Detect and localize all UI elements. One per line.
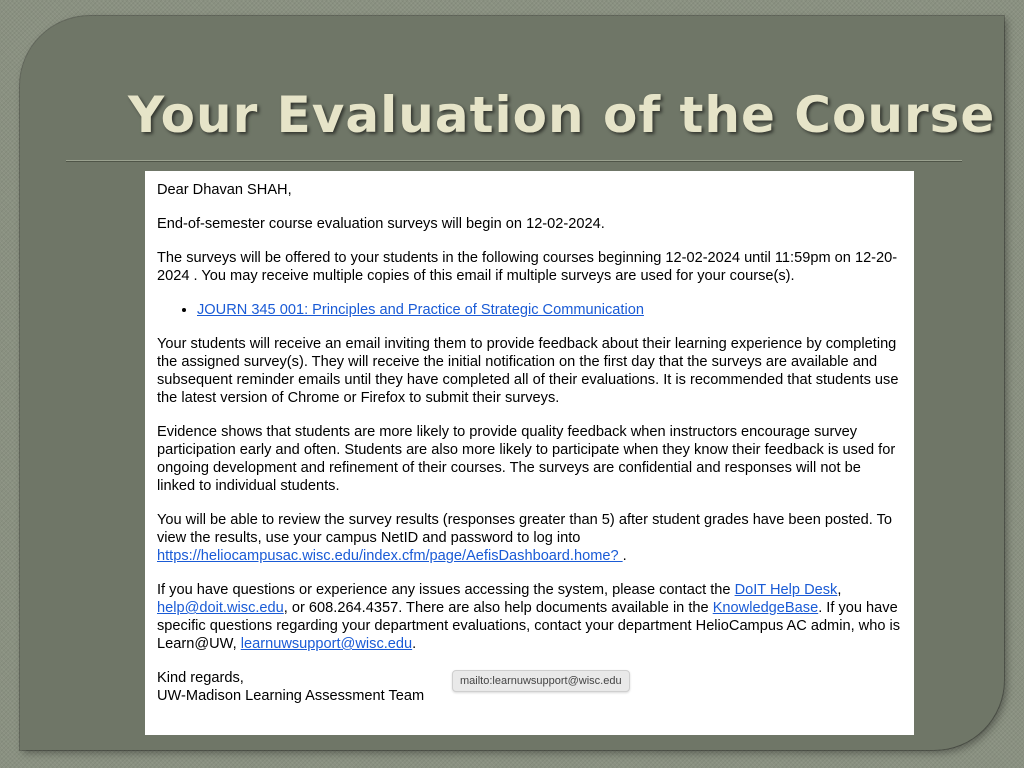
email-greeting: Dear Dhavan SHAH, [157, 182, 292, 198]
course-list [157, 301, 902, 319]
knowledgebase-link[interactable]: KnowledgeBase [712, 600, 819, 616]
help-text-5: . [412, 636, 417, 652]
dashboard-link[interactable]: https://heliocampusac.wisc.edu/index.cfm/page/AefisDashboard.home? [157, 548, 623, 564]
link-hover-tooltip: mailto:learnuwsupport@wisc.edu [452, 670, 630, 692]
help-email-link[interactable]: help@doit.wisc.edu [157, 600, 284, 616]
help-text-1: If you have questions or experience any issues accessing the system, please contact the [157, 582, 735, 598]
email-results-paragraph [157, 511, 902, 565]
email-screenshot [145, 171, 914, 735]
help-text-2: , [837, 582, 842, 598]
results-text: You will be able to review the survey results (responses greater than 5) after student grades have been posted. To view the results, use your campus NetID and password to log into [157, 512, 892, 546]
email-evidence: Evidence shows that students are more likely to provide quality feedback when instructors encourage survey participation early and often. Students are also more likely to participate when they know their feedback is used for ongoing development and refinement of their courses. The surveys are confidential and responses will not be linked to individual students. [157, 424, 896, 494]
doit-helpdesk-link[interactable]: DoIT Help Desk [734, 582, 838, 598]
title-divider [66, 160, 962, 162]
email-offered-courses-text: The surveys will be offered to your students in the following courses beginning 12-02-2024 until 11:59pm on 12-20-2024 . You may receive multiple copies of this email if multiple surveys are used for your course(s). [157, 250, 898, 284]
email-students-notice: Your students will receive an email inviting them to provide feedback about their learning experience by completing the assigned survey(s). They will receive the initial notification on the first day that the surveys are available and subsequent reminder emails until they have completed all of their evaluations. It is recommended that students use the latest version of Chrome or Firefox to submit their surveys. [157, 336, 899, 406]
slide-title: Your Evaluation of the Course [128, 86, 996, 144]
help-text-3: , or 608.264.4357. There are also help documents available in the [283, 600, 713, 616]
list-item [197, 301, 902, 319]
closing: Kind regards, [157, 670, 244, 686]
results-end: . [622, 548, 627, 564]
course-link[interactable]: JOURN 345 001: Principles and Practice of Strategic Communication [197, 302, 644, 318]
email-intro: End-of-semester course evaluation surveys will begin on 12-02-2024. [157, 216, 605, 232]
help-text-4: . If you have specific questions regarding your department evaluations, contact your department HelioCampus AC admin, who is Learn@UW, [157, 600, 901, 652]
email-help-paragraph [157, 581, 902, 653]
support-email-link[interactable]: learnuwsupport@wisc.edu [240, 636, 413, 652]
signature: UW-Madison Learning Assessment Team [157, 688, 425, 704]
